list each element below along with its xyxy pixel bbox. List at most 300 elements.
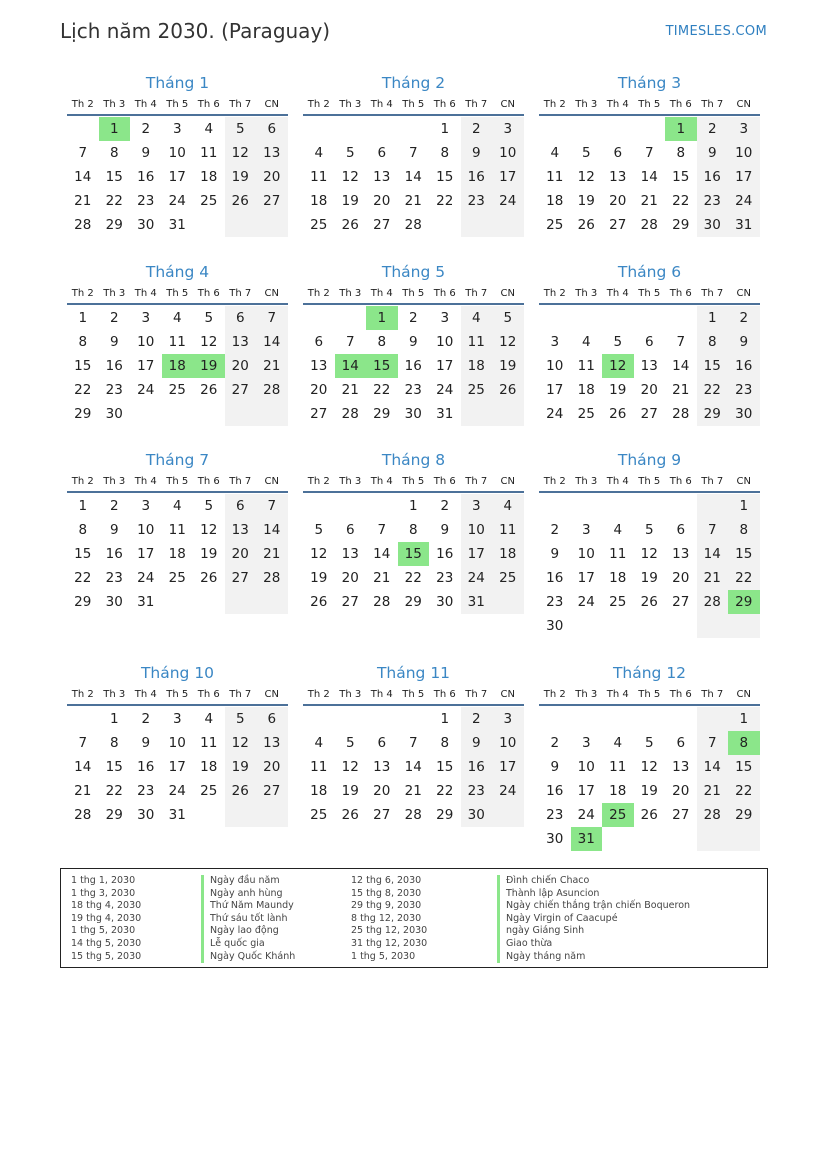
day-cell[interactable]: 6 <box>377 735 387 751</box>
day-cell[interactable]: 3 <box>728 117 760 141</box>
day-cell[interactable]: 19 <box>310 570 328 586</box>
day-cell[interactable]: 7 <box>408 735 418 751</box>
day-cell[interactable]: 25 <box>168 382 186 398</box>
day-cell[interactable]: 1 <box>697 306 729 330</box>
day-cell[interactable]: 22 <box>74 382 92 398</box>
day-cell[interactable]: 7 <box>256 306 288 330</box>
day-cell[interactable]: 28 <box>404 217 422 233</box>
day-cell[interactable]: 25 <box>546 217 564 233</box>
day-cell[interactable]: 13 <box>341 546 359 562</box>
day-cell[interactable]: 23 <box>728 378 760 402</box>
day-cell[interactable]: 20 <box>225 354 257 378</box>
day-cell[interactable]: 12 <box>310 546 328 562</box>
day-cell[interactable]: 6 <box>256 707 288 731</box>
day-cell[interactable]: 11 <box>200 735 218 751</box>
day-cell[interactable]: 14 <box>672 358 690 374</box>
day-cell[interactable]: 5 <box>225 707 257 731</box>
day-cell[interactable]: 27 <box>310 406 328 422</box>
day-cell[interactable]: 13 <box>225 518 257 542</box>
day-cell[interactable]: 19 <box>577 193 595 209</box>
day-cell[interactable]: 30 <box>546 831 564 847</box>
day-cell[interactable]: 7 <box>256 494 288 518</box>
day-cell[interactable]: 24 <box>577 807 595 823</box>
day-cell[interactable]: 8 <box>440 735 450 751</box>
day-cell[interactable]: 6 <box>676 522 686 538</box>
day-cell[interactable]: 16 <box>697 165 729 189</box>
day-cell[interactable]: 27 <box>373 217 391 233</box>
day-cell[interactable]: 2 <box>440 498 450 514</box>
day-cell[interactable]: 19 <box>341 783 359 799</box>
day-cell[interactable]: 24 <box>577 594 595 610</box>
day-cell[interactable]: 13 <box>373 169 391 185</box>
day-cell[interactable]: 19 <box>225 755 257 779</box>
day-cell[interactable]: 14 <box>74 759 92 775</box>
day-cell[interactable]: 26 <box>341 807 359 823</box>
day-cell[interactable]: 27 <box>225 566 257 590</box>
day-cell[interactable]: 29 <box>373 406 391 422</box>
day-cell[interactable]: 16 <box>137 169 155 185</box>
day-cell[interactable]: 30 <box>546 618 564 634</box>
day-cell[interactable]: 16 <box>546 783 564 799</box>
day-cell[interactable]: 4 <box>613 735 623 751</box>
site-link[interactable]: TIMESLES.COM <box>665 24 767 39</box>
day-cell[interactable]: 24 <box>492 779 524 803</box>
day-cell[interactable]: 21 <box>697 566 729 590</box>
day-cell[interactable]: 13 <box>310 358 328 374</box>
day-cell[interactable]: 3 <box>550 334 560 350</box>
day-cell[interactable]: 28 <box>373 594 391 610</box>
day-cell[interactable]: 27 <box>672 807 690 823</box>
day-cell[interactable]: 14 <box>404 169 422 185</box>
day-cell[interactable]: 16 <box>404 358 422 374</box>
day-cell[interactable]: 3 <box>581 522 591 538</box>
day-cell[interactable]: 7 <box>408 145 418 161</box>
day-cell[interactable]: 9 <box>440 522 450 538</box>
day-cell[interactable]: 13 <box>672 759 690 775</box>
day-cell[interactable]: 21 <box>404 193 422 209</box>
day-cell[interactable]: 22 <box>105 193 123 209</box>
day-cell[interactable]: 20 <box>640 382 658 398</box>
day-cell[interactable]: 15 <box>436 759 454 775</box>
day-cell[interactable]: 26 <box>577 217 595 233</box>
day-cell[interactable]: 5 <box>492 306 524 330</box>
day-cell[interactable]: 19 <box>609 382 627 398</box>
day-cell[interactable]: 4 <box>172 310 182 326</box>
day-cell[interactable]: 5 <box>345 145 355 161</box>
day-cell[interactable]: 11 <box>609 546 627 562</box>
day-cell[interactable]: 7 <box>78 735 88 751</box>
day-cell[interactable]: 26 <box>341 217 359 233</box>
day-cell[interactable]: 18 <box>609 570 627 586</box>
day-cell[interactable]: 8 <box>697 330 729 354</box>
day-cell[interactable]: 21 <box>256 354 288 378</box>
day-cell[interactable]: 10 <box>492 731 524 755</box>
day-cell[interactable]: 30 <box>137 807 155 823</box>
day-cell[interactable]: 5 <box>644 735 654 751</box>
day-cell[interactable]: 29 <box>404 594 422 610</box>
day-cell[interactable]: 28 <box>697 803 729 827</box>
day-cell[interactable]: 18 <box>200 169 218 185</box>
day-cell[interactable]: 4 <box>461 306 493 330</box>
day-cell[interactable]: 26 <box>609 406 627 422</box>
day-cell[interactable]: 15 <box>74 358 92 374</box>
day-cell[interactable]: 20 <box>373 193 391 209</box>
day-cell[interactable]: 16 <box>546 570 564 586</box>
day-cell[interactable]: 27 <box>225 378 257 402</box>
day-cell[interactable]: 17 <box>436 358 454 374</box>
day-cell[interactable]: 23 <box>137 783 155 799</box>
day-cell[interactable]: 21 <box>640 193 658 209</box>
day-cell[interactable]: 1 <box>78 310 88 326</box>
day-cell[interactable]: 18 <box>546 193 564 209</box>
day-cell[interactable]: 19 <box>492 354 524 378</box>
day-cell[interactable]: 19 <box>341 193 359 209</box>
day-cell[interactable]: 22 <box>672 193 690 209</box>
day-cell[interactable]: 4 <box>172 498 182 514</box>
day-cell[interactable]: 21 <box>672 382 690 398</box>
holiday-day-cell[interactable]: 1 <box>665 117 697 141</box>
day-cell[interactable]: 25 <box>310 217 328 233</box>
holiday-day-cell[interactable]: 29 <box>728 590 760 614</box>
day-cell[interactable]: 10 <box>168 735 186 751</box>
day-cell[interactable]: 11 <box>200 145 218 161</box>
day-cell[interactable]: 2 <box>461 707 493 731</box>
day-cell[interactable]: 24 <box>137 570 155 586</box>
holiday-day-cell[interactable]: 19 <box>193 354 225 378</box>
day-cell[interactable]: 29 <box>74 406 92 422</box>
day-cell[interactable]: 2 <box>550 735 560 751</box>
day-cell[interactable]: 18 <box>168 546 186 562</box>
day-cell[interactable]: 17 <box>577 570 595 586</box>
day-cell[interactable]: 13 <box>640 358 658 374</box>
day-cell[interactable]: 13 <box>373 759 391 775</box>
day-cell[interactable]: 22 <box>404 570 422 586</box>
holiday-day-cell[interactable]: 15 <box>366 354 398 378</box>
day-cell[interactable]: 12 <box>200 334 218 350</box>
day-cell[interactable]: 13 <box>225 330 257 354</box>
day-cell[interactable]: 20 <box>672 570 690 586</box>
day-cell[interactable]: 1 <box>440 711 450 727</box>
day-cell[interactable]: 30 <box>697 213 729 237</box>
day-cell[interactable]: 17 <box>577 783 595 799</box>
day-cell[interactable]: 28 <box>672 406 690 422</box>
day-cell[interactable]: 18 <box>577 382 595 398</box>
day-cell[interactable]: 8 <box>377 334 387 350</box>
day-cell[interactable]: 18 <box>492 542 524 566</box>
day-cell[interactable]: 4 <box>613 522 623 538</box>
day-cell[interactable]: 9 <box>461 141 493 165</box>
day-cell[interactable]: 23 <box>404 382 422 398</box>
day-cell[interactable]: 2 <box>728 306 760 330</box>
day-cell[interactable]: 26 <box>640 807 658 823</box>
day-cell[interactable]: 14 <box>74 169 92 185</box>
day-cell[interactable]: 14 <box>640 169 658 185</box>
day-cell[interactable]: 3 <box>141 498 151 514</box>
day-cell[interactable]: 4 <box>550 145 560 161</box>
day-cell[interactable]: 30 <box>137 217 155 233</box>
day-cell[interactable]: 20 <box>225 542 257 566</box>
day-cell[interactable]: 25 <box>310 807 328 823</box>
day-cell[interactable]: 10 <box>436 334 454 350</box>
day-cell[interactable]: 20 <box>373 783 391 799</box>
day-cell[interactable]: 4 <box>314 145 324 161</box>
day-cell[interactable]: 27 <box>256 779 288 803</box>
day-cell[interactable]: 15 <box>672 169 690 185</box>
day-cell[interactable]: 24 <box>461 566 493 590</box>
day-cell[interactable]: 11 <box>168 522 186 538</box>
day-cell[interactable]: 2 <box>408 310 418 326</box>
day-cell[interactable]: 11 <box>461 330 493 354</box>
day-cell[interactable]: 2 <box>109 310 119 326</box>
day-cell[interactable]: 10 <box>577 759 595 775</box>
day-cell[interactable]: 8 <box>109 145 119 161</box>
day-cell[interactable]: 10 <box>137 522 155 538</box>
day-cell[interactable]: 14 <box>697 542 729 566</box>
day-cell[interactable]: 17 <box>492 165 524 189</box>
day-cell[interactable]: 11 <box>168 334 186 350</box>
day-cell[interactable]: 11 <box>492 518 524 542</box>
day-cell[interactable]: 24 <box>546 406 564 422</box>
day-cell[interactable]: 30 <box>461 803 493 827</box>
day-cell[interactable]: 9 <box>408 334 418 350</box>
day-cell[interactable]: 15 <box>728 542 760 566</box>
day-cell[interactable]: 21 <box>373 570 391 586</box>
day-cell[interactable]: 24 <box>492 189 524 213</box>
day-cell[interactable]: 29 <box>672 217 690 233</box>
day-cell[interactable]: 23 <box>105 382 123 398</box>
day-cell[interactable]: 29 <box>436 807 454 823</box>
day-cell[interactable]: 8 <box>109 735 119 751</box>
day-cell[interactable]: 25 <box>461 378 493 402</box>
day-cell[interactable]: 7 <box>697 731 729 755</box>
day-cell[interactable]: 1 <box>728 494 760 518</box>
day-cell[interactable]: 26 <box>225 779 257 803</box>
day-cell[interactable]: 17 <box>461 542 493 566</box>
day-cell[interactable]: 17 <box>137 546 155 562</box>
day-cell[interactable]: 23 <box>546 807 564 823</box>
day-cell[interactable]: 9 <box>141 735 151 751</box>
day-cell[interactable]: 27 <box>341 594 359 610</box>
day-cell[interactable]: 7 <box>644 145 654 161</box>
day-cell[interactable]: 12 <box>341 759 359 775</box>
day-cell[interactable]: 3 <box>172 121 182 137</box>
day-cell[interactable]: 28 <box>640 217 658 233</box>
day-cell[interactable]: 9 <box>728 330 760 354</box>
day-cell[interactable]: 6 <box>225 494 257 518</box>
day-cell[interactable]: 12 <box>225 141 257 165</box>
day-cell[interactable]: 31 <box>168 217 186 233</box>
day-cell[interactable]: 17 <box>168 169 186 185</box>
day-cell[interactable]: 23 <box>546 594 564 610</box>
day-cell[interactable]: 30 <box>105 594 123 610</box>
day-cell[interactable]: 31 <box>728 213 760 237</box>
day-cell[interactable]: 30 <box>436 594 454 610</box>
day-cell[interactable]: 5 <box>644 522 654 538</box>
day-cell[interactable]: 14 <box>256 330 288 354</box>
day-cell[interactable]: 16 <box>105 546 123 562</box>
day-cell[interactable]: 2 <box>550 522 560 538</box>
day-cell[interactable]: 23 <box>137 193 155 209</box>
day-cell[interactable]: 26 <box>200 570 218 586</box>
day-cell[interactable]: 21 <box>256 542 288 566</box>
day-cell[interactable]: 23 <box>105 570 123 586</box>
day-cell[interactable]: 18 <box>310 783 328 799</box>
day-cell[interactable]: 2 <box>109 498 119 514</box>
day-cell[interactable]: 26 <box>492 378 524 402</box>
day-cell[interactable]: 22 <box>105 783 123 799</box>
day-cell[interactable]: 16 <box>728 354 760 378</box>
day-cell[interactable]: 25 <box>200 193 218 209</box>
holiday-day-cell[interactable]: 12 <box>602 354 634 378</box>
day-cell[interactable]: 3 <box>461 494 493 518</box>
holiday-day-cell[interactable]: 31 <box>571 827 603 851</box>
day-cell[interactable]: 22 <box>436 783 454 799</box>
day-cell[interactable]: 27 <box>640 406 658 422</box>
holiday-day-cell[interactable]: 1 <box>99 117 131 141</box>
day-cell[interactable]: 5 <box>314 522 324 538</box>
day-cell[interactable]: 31 <box>461 590 493 614</box>
day-cell[interactable]: 14 <box>256 518 288 542</box>
day-cell[interactable]: 27 <box>609 217 627 233</box>
day-cell[interactable]: 2 <box>697 117 729 141</box>
day-cell[interactable]: 9 <box>109 334 119 350</box>
day-cell[interactable]: 28 <box>256 566 288 590</box>
day-cell[interactable]: 13 <box>256 731 288 755</box>
day-cell[interactable]: 5 <box>613 334 623 350</box>
day-cell[interactable]: 10 <box>137 334 155 350</box>
day-cell[interactable]: 17 <box>546 382 564 398</box>
day-cell[interactable]: 25 <box>577 406 595 422</box>
day-cell[interactable]: 21 <box>74 193 92 209</box>
day-cell[interactable]: 25 <box>492 566 524 590</box>
day-cell[interactable]: 25 <box>168 570 186 586</box>
day-cell[interactable]: 26 <box>640 594 658 610</box>
day-cell[interactable]: 24 <box>168 193 186 209</box>
day-cell[interactable]: 1 <box>408 498 418 514</box>
day-cell[interactable]: 18 <box>461 354 493 378</box>
day-cell[interactable]: 4 <box>492 494 524 518</box>
day-cell[interactable]: 9 <box>461 731 493 755</box>
day-cell[interactable]: 21 <box>341 382 359 398</box>
day-cell[interactable]: 11 <box>546 169 564 185</box>
day-cell[interactable]: 18 <box>200 759 218 775</box>
day-cell[interactable]: 29 <box>105 807 123 823</box>
day-cell[interactable]: 23 <box>436 570 454 586</box>
holiday-day-cell[interactable]: 15 <box>398 542 430 566</box>
day-cell[interactable]: 12 <box>640 759 658 775</box>
day-cell[interactable]: 28 <box>697 590 729 614</box>
day-cell[interactable]: 19 <box>640 570 658 586</box>
holiday-day-cell[interactable]: 18 <box>162 354 194 378</box>
day-cell[interactable]: 19 <box>225 165 257 189</box>
day-cell[interactable]: 8 <box>408 522 418 538</box>
day-cell[interactable]: 7 <box>78 145 88 161</box>
day-cell[interactable]: 11 <box>310 169 328 185</box>
day-cell[interactable]: 11 <box>577 358 595 374</box>
day-cell[interactable]: 26 <box>310 594 328 610</box>
day-cell[interactable]: 16 <box>461 755 493 779</box>
day-cell[interactable]: 3 <box>492 117 524 141</box>
day-cell[interactable]: 1 <box>78 498 88 514</box>
day-cell[interactable]: 15 <box>74 546 92 562</box>
day-cell[interactable]: 6 <box>377 145 387 161</box>
day-cell[interactable]: 6 <box>676 735 686 751</box>
day-cell[interactable]: 7 <box>697 518 729 542</box>
day-cell[interactable]: 3 <box>172 711 182 727</box>
day-cell[interactable]: 8 <box>728 518 760 542</box>
day-cell[interactable]: 21 <box>697 779 729 803</box>
day-cell[interactable]: 21 <box>404 783 422 799</box>
day-cell[interactable]: 25 <box>200 783 218 799</box>
day-cell[interactable]: 12 <box>577 169 595 185</box>
day-cell[interactable]: 31 <box>436 406 454 422</box>
day-cell[interactable]: 16 <box>436 546 454 562</box>
day-cell[interactable]: 31 <box>137 594 155 610</box>
day-cell[interactable]: 20 <box>256 755 288 779</box>
holiday-day-cell[interactable]: 8 <box>728 731 760 755</box>
day-cell[interactable]: 28 <box>404 807 422 823</box>
day-cell[interactable]: 13 <box>256 141 288 165</box>
day-cell[interactable]: 6 <box>613 145 623 161</box>
day-cell[interactable]: 20 <box>341 570 359 586</box>
day-cell[interactable]: 15 <box>105 169 123 185</box>
day-cell[interactable]: 2 <box>141 711 151 727</box>
day-cell[interactable]: 28 <box>74 217 92 233</box>
day-cell[interactable]: 9 <box>109 522 119 538</box>
day-cell[interactable]: 12 <box>200 522 218 538</box>
day-cell[interactable]: 22 <box>74 570 92 586</box>
holiday-day-cell[interactable]: 1 <box>366 306 398 330</box>
day-cell[interactable]: 13 <box>672 546 690 562</box>
day-cell[interactable]: 28 <box>341 406 359 422</box>
day-cell[interactable]: 23 <box>697 189 729 213</box>
day-cell[interactable]: 18 <box>609 783 627 799</box>
day-cell[interactable]: 9 <box>141 145 151 161</box>
day-cell[interactable]: 13 <box>609 169 627 185</box>
day-cell[interactable]: 17 <box>137 358 155 374</box>
day-cell[interactable]: 9 <box>550 759 560 775</box>
day-cell[interactable]: 8 <box>440 145 450 161</box>
day-cell[interactable]: 4 <box>204 121 214 137</box>
day-cell[interactable]: 15 <box>436 169 454 185</box>
day-cell[interactable]: 6 <box>644 334 654 350</box>
day-cell[interactable]: 17 <box>492 755 524 779</box>
day-cell[interactable]: 27 <box>256 189 288 213</box>
day-cell[interactable]: 2 <box>461 117 493 141</box>
day-cell[interactable]: 6 <box>256 117 288 141</box>
day-cell[interactable]: 1 <box>440 121 450 137</box>
day-cell[interactable]: 26 <box>225 189 257 213</box>
day-cell[interactable]: 3 <box>440 310 450 326</box>
day-cell[interactable]: 21 <box>74 783 92 799</box>
day-cell[interactable]: 20 <box>310 382 328 398</box>
day-cell[interactable]: 9 <box>697 141 729 165</box>
day-cell[interactable]: 20 <box>672 783 690 799</box>
day-cell[interactable]: 24 <box>728 189 760 213</box>
day-cell[interactable]: 7 <box>377 522 387 538</box>
day-cell[interactable]: 25 <box>609 594 627 610</box>
day-cell[interactable]: 2 <box>141 121 151 137</box>
day-cell[interactable]: 22 <box>728 566 760 590</box>
day-cell[interactable]: 1 <box>728 707 760 731</box>
day-cell[interactable]: 17 <box>168 759 186 775</box>
day-cell[interactable]: 11 <box>609 759 627 775</box>
day-cell[interactable]: 12 <box>225 731 257 755</box>
day-cell[interactable]: 18 <box>310 193 328 209</box>
day-cell[interactable]: 19 <box>640 783 658 799</box>
day-cell[interactable]: 27 <box>373 807 391 823</box>
day-cell[interactable]: 31 <box>168 807 186 823</box>
